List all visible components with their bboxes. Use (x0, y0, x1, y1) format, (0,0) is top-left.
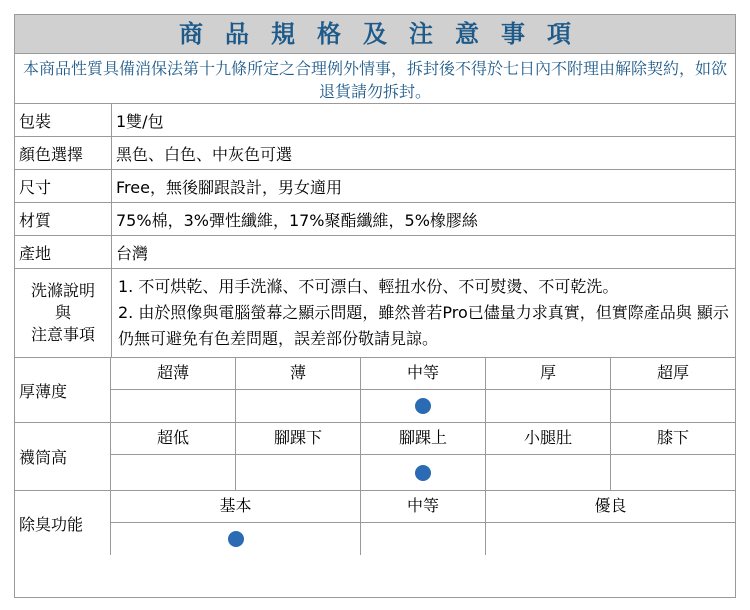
option-cell (486, 455, 611, 490)
care-label-line: 注意事項 (30, 325, 95, 344)
option-cell (111, 455, 236, 490)
spec-value: Free，無後腳跟設計，男女適用 (112, 170, 736, 203)
thickness-options (111, 358, 735, 422)
option-cell (111, 523, 361, 555)
spec-row-size (15, 170, 735, 203)
option-cell (236, 455, 361, 490)
option-label: 優良 (486, 491, 735, 523)
option-label: 中等 (361, 358, 486, 390)
option-cell (611, 455, 735, 490)
selected-dot-icon (415, 465, 431, 481)
spec-row-origin (15, 236, 735, 269)
option-label: 腳踝下 (236, 423, 361, 455)
care-label-line: 與 (54, 303, 71, 322)
spec-row-colors (15, 137, 735, 170)
spec-panel (14, 14, 736, 598)
spec-value: 1雙/包 (112, 104, 736, 137)
option-cell (361, 523, 486, 555)
spec-label: 顏色選擇 (15, 137, 112, 170)
care-label-line: 洗滌說明 (30, 281, 95, 300)
spec-table (15, 104, 735, 358)
sock-height-label: 襪筒高 (15, 423, 111, 490)
option-cell (486, 523, 735, 555)
option-label: 腳踝上 (361, 423, 486, 455)
care-text (112, 269, 736, 358)
option-label: 厚 (486, 358, 611, 390)
option-label: 超薄 (111, 358, 236, 390)
spec-label: 尺寸 (15, 170, 112, 203)
option-cell (111, 390, 236, 422)
spec-value: 75%棉，3%彈性纖維，17%聚酯纖維，5%橡膠絲 (112, 203, 736, 236)
option-label: 超低 (111, 423, 236, 455)
spec-label: 產地 (15, 236, 112, 269)
deodorant-section (15, 491, 735, 555)
page-title: 商品規格及注意事項 (15, 15, 735, 54)
care-line-1: 1. 不可烘乾、用手洗滌、不可漂白、輕扭水份、不可熨燙、不可乾洗。 (118, 277, 619, 296)
spec-row-packaging (15, 104, 735, 137)
option-label: 小腿肚 (486, 423, 611, 455)
deodorant-options (111, 491, 735, 555)
spec-label: 包裝 (15, 104, 112, 137)
sock-height-options (111, 423, 735, 490)
option-label: 基本 (111, 491, 361, 523)
spec-row-care (15, 269, 735, 358)
return-notice: 本商品性質具備消保法第十九條所定之合理例外情事，拆封後不得於七日內不附理由解除契約，如欲退貨請勿拆封。 (15, 54, 735, 104)
option-label: 中等 (361, 491, 486, 523)
option-cell (236, 390, 361, 422)
thickness-label: 厚薄度 (15, 358, 111, 422)
spec-label: 材質 (15, 203, 112, 236)
thickness-section (15, 358, 735, 423)
care-line-2: 2. 由於照像與電腦螢幕之顯示問題，雖然普若Pro已儘量力求真實，但實際產品與 顯示仍無可避免有色差問題，誤差部份敬請見諒。 (118, 303, 729, 348)
option-label: 超厚 (611, 358, 735, 390)
option-cell (486, 390, 611, 422)
selected-dot-icon (415, 398, 431, 414)
sock-height-section (15, 423, 735, 491)
option-label: 膝下 (611, 423, 735, 455)
option-label: 薄 (236, 358, 361, 390)
deodorant-label: 除臭功能 (15, 491, 111, 555)
option-cell (361, 455, 486, 490)
selected-dot-icon (228, 531, 244, 547)
option-cell (611, 390, 735, 422)
option-cell (361, 390, 486, 422)
spec-row-material (15, 203, 735, 236)
care-label (15, 269, 112, 358)
spec-value: 台灣 (112, 236, 736, 269)
spec-value: 黑色、白色、中灰色可選 (112, 137, 736, 170)
